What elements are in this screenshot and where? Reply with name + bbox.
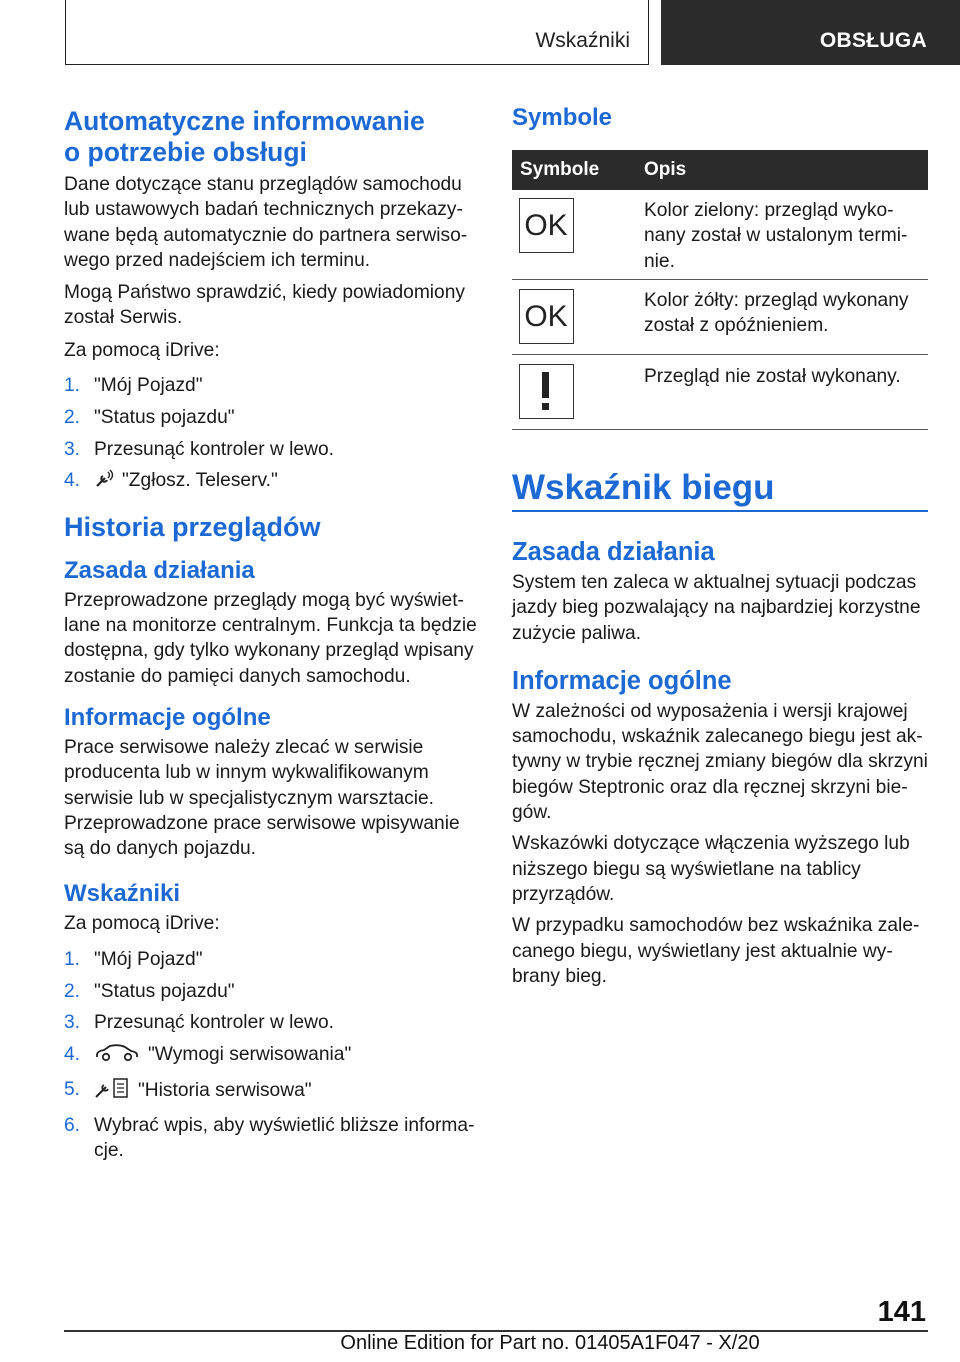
step-text: "Status pojazdu" bbox=[94, 980, 235, 1002]
step-text: Przesunąć kontroler w lewo. bbox=[94, 438, 334, 460]
table-row bbox=[512, 280, 928, 355]
edition-note: Online Edition for Part no. 01405A1F047 - X/20 bbox=[340, 1332, 760, 1354]
auto-info-steps bbox=[64, 373, 480, 497]
step-text: "Status pojazdu" bbox=[94, 406, 235, 428]
gear-title-divider bbox=[512, 510, 928, 512]
step-text: "Historia serwisowa" bbox=[138, 1079, 312, 1101]
auto-info-title-line1: Automatyczne informowanie bbox=[64, 106, 425, 136]
history-general-title: Informacje ogólne bbox=[64, 703, 271, 731]
ok-symbol-text: OK bbox=[524, 209, 568, 242]
auto-info-paragraph-3: Za pomocą iDrive: bbox=[64, 339, 220, 361]
symbols-table-header bbox=[512, 150, 928, 190]
list-item bbox=[64, 1010, 480, 1035]
indicators-intro: Za pomocą iDrive: bbox=[64, 913, 220, 935]
ok-symbol-text: OK bbox=[524, 300, 568, 333]
gear-general-p1: W zależności od wyposażenia i wersji krajowej samochodu, wskaźnik zalecanego biegu jest aktywny w trybie ręcznej zmiany biegów dla skrzyni biegów Steptronic oraz dla ręcznej skrzyni biegów. bbox=[512, 700, 928, 824]
page-number: 141 bbox=[877, 1296, 926, 1328]
list-item bbox=[64, 468, 480, 496]
step-text: "Mój Pojazd" bbox=[94, 948, 203, 970]
gear-principle-title: Zasada działania bbox=[512, 538, 715, 566]
step-number: 1. bbox=[64, 375, 81, 397]
row-description: Przegląd nie został wykonany. bbox=[644, 366, 901, 387]
table-row bbox=[512, 355, 928, 430]
indicators-title: Wskaźniki bbox=[64, 880, 181, 908]
step-number: 2. bbox=[64, 406, 81, 428]
auto-info-title-line2: o potrzebie obsługi bbox=[64, 137, 307, 167]
gear-section bbox=[512, 468, 928, 508]
list-item bbox=[64, 979, 480, 1004]
step-text: Przesunąć kontroler w lewo. bbox=[94, 1012, 334, 1034]
auto-info-title bbox=[64, 106, 480, 168]
table-header-symbols: Symbole bbox=[520, 159, 600, 180]
list-item bbox=[64, 1042, 480, 1070]
symbols-title: Symbole bbox=[512, 104, 613, 131]
table-row bbox=[512, 190, 928, 280]
gear-content bbox=[512, 537, 928, 989]
auto-info-paragraph-2: Mogą Państwo sprawdzić, kiedy powiadomiony został Serwis. bbox=[64, 282, 465, 329]
header-chapter-title: OBSŁUGA bbox=[819, 29, 927, 52]
list-item bbox=[64, 437, 480, 462]
step-number: 4. bbox=[64, 1044, 81, 1066]
auto-info-paragraph-1: Dane dotyczące stanu przeglądów samochodu lub ustawowych badań technicznych przekazywane będą automatycznie do partnera serwisowego przed nadejściem ich terminu. bbox=[64, 174, 468, 271]
gear-principle-text: System ten zaleca w aktualnej sytuacji podczas jazdy bieg pozwalający na najbardziej korzystne zużycie paliwa. bbox=[512, 572, 921, 644]
wrench-phone-icon bbox=[94, 469, 114, 496]
step-number: 2. bbox=[64, 980, 81, 1002]
left-column bbox=[64, 106, 480, 1170]
list-item bbox=[64, 1113, 480, 1164]
gear-general-p2: Wskazówki dotyczące włączenia wyższego lub niższego biegu są wyświetlane na tablicy przyrządów. bbox=[512, 833, 910, 905]
car-icon bbox=[94, 1043, 140, 1070]
step-number: 5. bbox=[64, 1078, 81, 1100]
history-principle-text: Przeprowadzone przeglądy mogą być wyświetlane na monitorze centralnym. Funkcja ta będzie dostępna, gdy tylko wykonany przegląd wpisany zostanie do pamięci danych samochodu. bbox=[64, 589, 477, 687]
step-text: "Mój Pojazd" bbox=[94, 375, 203, 397]
service-history-icon bbox=[94, 1077, 130, 1106]
step-text: "Zgłosz. Teleserv." bbox=[122, 470, 278, 492]
list-item bbox=[64, 405, 480, 430]
step-number: 4. bbox=[64, 470, 81, 492]
table-header-description: Opis bbox=[644, 159, 687, 180]
row-description: Kolor zielony: przegląd wykonany został w ustalonym terminie. bbox=[644, 200, 908, 272]
exclamation-icon bbox=[519, 364, 574, 419]
list-item bbox=[64, 947, 480, 972]
step-number: 3. bbox=[64, 438, 81, 460]
history-principle-title: Zasada działania bbox=[64, 556, 255, 584]
header-section-title: Wskaźniki bbox=[535, 29, 630, 52]
ok-green-icon bbox=[519, 198, 574, 253]
step-number: 1. bbox=[64, 948, 81, 970]
gear-general-p3: W przypadku samochodów bez wskaźnika zalecanego biegu, wyświetlany jest aktualnie wybrany bieg. bbox=[512, 915, 920, 987]
step-number: 6. bbox=[64, 1114, 81, 1136]
gear-general-title: Informacje ogólne bbox=[512, 666, 732, 695]
ok-yellow-icon bbox=[519, 289, 574, 344]
list-item bbox=[64, 373, 480, 398]
header-chapter-tab bbox=[661, 0, 960, 65]
row-description: Kolor żółty: przegląd wykonany został z opóźnieniem. bbox=[644, 290, 909, 337]
step-number: 3. bbox=[64, 1012, 81, 1034]
history-title: Historia przeglądów bbox=[64, 511, 321, 542]
gear-title: Wskaźnik biegu bbox=[512, 468, 775, 507]
step-text: "Wymogi serwisowania" bbox=[148, 1044, 352, 1066]
history-general-text: Prace serwisowe należy zlecać w serwisie producenta lub w innym wykwalifikowanym serwisie lub w specjalistycznym warsztacie. Przeprowadzone prace serwisowe wpisywanie są do danych pojazdu. bbox=[64, 736, 460, 860]
list-item bbox=[64, 1077, 480, 1106]
step-text: Wybrać wpis, aby wyświetlić bliższe informacje. bbox=[94, 1114, 475, 1162]
header-section-box bbox=[65, 0, 649, 65]
indicators-steps bbox=[64, 947, 480, 1164]
